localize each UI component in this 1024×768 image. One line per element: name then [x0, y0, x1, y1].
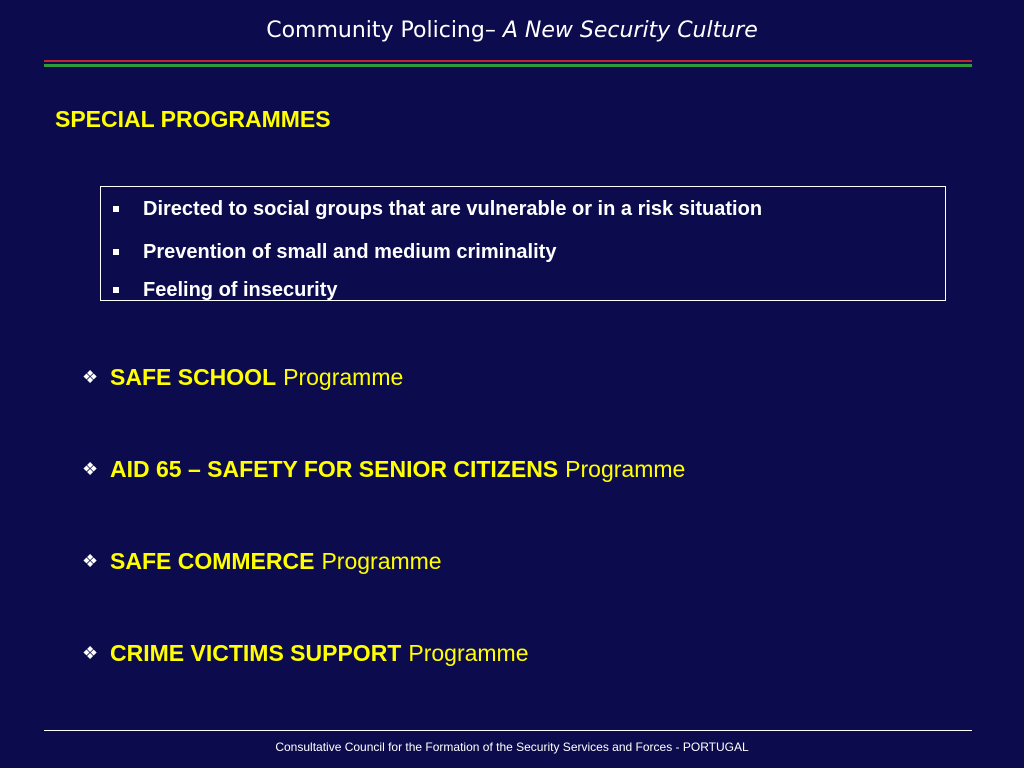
programme-item-safe-commerce	[82, 548, 442, 575]
header-dash: –	[484, 18, 496, 43]
programme-name: SAFE COMMERCE	[110, 548, 315, 574]
header-divider-green	[44, 64, 972, 67]
square-bullet-icon	[113, 287, 119, 293]
programme-item-aid-65	[82, 456, 685, 483]
diamond-bullet-icon: ❖	[82, 367, 99, 387]
programme-suffix: Programme	[321, 548, 442, 574]
programme-name: SAFE SCHOOL	[110, 364, 277, 390]
programme-item-crime-victims	[82, 640, 529, 667]
programme-name: CRIME VICTIMS SUPPORT	[110, 640, 402, 666]
header-subtitle: A New Security Culture	[495, 18, 758, 43]
summary-item-text: Directed to social groups that are vulnerable or in a risk situation	[143, 197, 763, 220]
header-divider-red	[44, 60, 972, 62]
summary-item-text: Prevention of small and medium criminality	[143, 240, 557, 263]
square-bullet-icon	[113, 249, 119, 255]
programme-suffix: Programme	[565, 456, 686, 482]
programme-suffix: Programme	[408, 640, 529, 666]
summary-item	[113, 271, 945, 309]
header-title: Community Policing	[266, 18, 485, 43]
slide-header	[0, 18, 1024, 43]
summary-item	[113, 233, 945, 271]
diamond-bullet-icon: ❖	[82, 643, 99, 663]
programme-name: AID 65 – SAFETY FOR SENIOR CITIZENS	[110, 456, 559, 482]
summary-box	[100, 186, 946, 301]
footer-divider	[44, 730, 972, 731]
section-heading: SPECIAL PROGRAMMES	[55, 106, 331, 132]
summary-item	[113, 195, 945, 223]
diamond-bullet-icon: ❖	[82, 551, 99, 571]
diamond-bullet-icon: ❖	[82, 459, 99, 479]
slide-footer: Consultative Council for the Formation of the Security Services and Forces - PORTUGAL	[275, 740, 749, 754]
programme-suffix: Programme	[283, 364, 404, 390]
square-bullet-icon	[113, 206, 119, 212]
programme-item-safe-school	[82, 364, 403, 391]
summary-item-text: Feeling of insecurity	[143, 278, 338, 301]
